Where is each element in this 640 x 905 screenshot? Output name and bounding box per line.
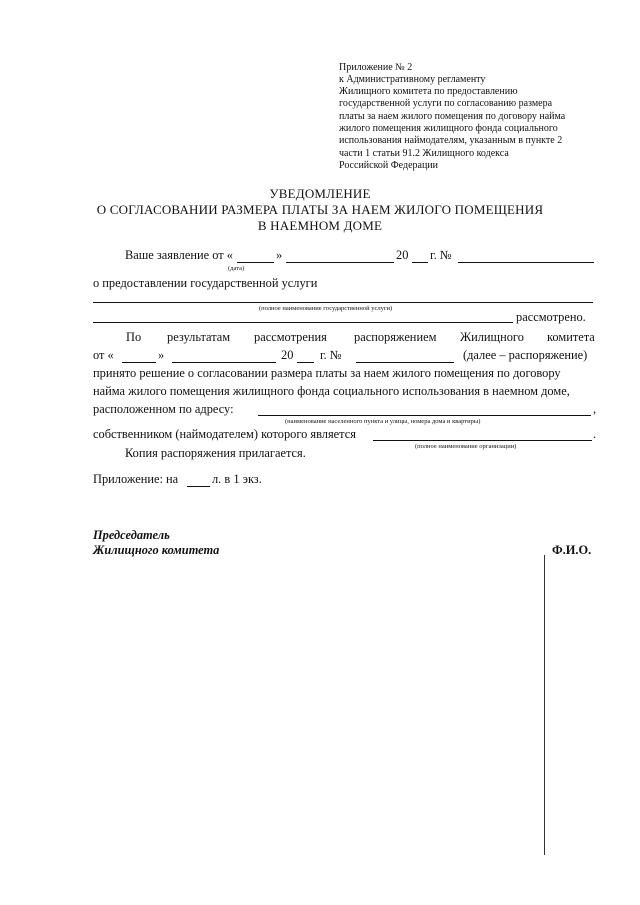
copy-attached: Копия распоряжения прилагается. <box>125 446 306 460</box>
order-year-field[interactable] <box>297 362 314 363</box>
address-field[interactable] <box>258 415 591 416</box>
appendix-line: жилого помещения жилищного фонда социального <box>339 123 558 134</box>
result-word: комитета <box>547 330 595 344</box>
service-name-field[interactable] <box>93 302 593 303</box>
appendix-line: Приложение № 2 <box>339 62 413 73</box>
appendix-line: к Административному регламенту <box>339 74 486 85</box>
year-field[interactable] <box>412 262 428 263</box>
date-caption: (дата) <box>228 265 245 272</box>
date-month-field[interactable] <box>286 262 394 263</box>
order-month-field[interactable] <box>172 362 276 363</box>
attachment-rest: л. в 1 экз. <box>212 472 262 486</box>
comma: , <box>593 402 597 416</box>
decision-line-1: принято решение о согласовании размера платы за наем жилого помещения по договору <box>93 366 561 380</box>
hereinafter-label: (далее – распоряжение) <box>463 348 588 362</box>
appendix-line: части 1 статьи 91.2 Жилищного кодекса <box>339 148 509 159</box>
about-service-label: о предоставлении государственной услуги <box>93 276 318 290</box>
result-word: Жилищного <box>460 330 524 344</box>
owner-caption: (полное наименование организации) <box>415 443 517 450</box>
owner-label: собственником (наймодателем) которого является <box>93 427 356 441</box>
date-day-field[interactable] <box>237 262 274 263</box>
doc-title-line1: УВЕДОМЛЕНИЕ <box>269 186 371 201</box>
located-label: расположенном по адресу: <box>93 402 234 416</box>
service-caption: (полное наименование государственной услуги) <box>259 305 393 312</box>
quote-close-2: » <box>158 348 165 362</box>
address-caption: (наименование населенного пункта и улицы, номера дома и квартиры) <box>285 418 481 425</box>
signature-role-1: Председатель <box>93 528 170 542</box>
appendix-line: Российской Федерации <box>339 160 439 171</box>
order-year-prefix: 20 <box>281 348 294 362</box>
order-number-field[interactable] <box>356 362 454 363</box>
service-name-field-2[interactable] <box>93 322 513 323</box>
application-from-label: Ваше заявление от « <box>125 248 233 262</box>
result-word: результатам <box>167 330 231 344</box>
result-word: рассмотрения <box>254 330 327 344</box>
year-prefix: 20 <box>396 248 409 262</box>
order-from-label: от « <box>93 348 114 362</box>
attachment-label: Приложение: на <box>93 472 179 486</box>
sheets-count-field[interactable] <box>187 486 210 487</box>
appendix-line: государственной услуги по согласованию размера <box>339 98 553 109</box>
result-word: По <box>126 330 142 344</box>
appendix-line: платы за наем жилого помещения по договору найма <box>339 111 566 122</box>
signature-fio: Ф.И.О. <box>552 543 592 557</box>
quote-close: » <box>276 248 283 262</box>
doc-title-line2: О СОГЛАСОВАНИИ РАЗМЕРА ПЛАТЫ ЗА НАЕМ ЖИЛОГО ПОМЕЩЕНИЯ <box>96 202 544 217</box>
decision-line-2: найма жилого помещения жилищного фонда социального использования в наемном доме, <box>93 384 570 398</box>
reviewed-label: рассмотрено. <box>516 310 586 324</box>
year-number-label: г. № <box>430 248 452 262</box>
order-number-label: г. № <box>320 348 342 362</box>
vertical-rule <box>544 555 545 855</box>
appendix-line: использования наймодателям, указанным в пункте 2 <box>339 135 563 146</box>
application-number-field[interactable] <box>458 262 594 263</box>
owner-field[interactable] <box>373 440 592 441</box>
signature-role-2: Жилищного комитета <box>93 543 220 557</box>
owner-dot: . <box>593 427 597 441</box>
appendix-line: Жилищного комитета по предоставлению <box>339 86 518 97</box>
order-day-field[interactable] <box>122 362 156 363</box>
result-word: распоряжением <box>354 330 437 344</box>
doc-title-line3: В НАЕМНОМ ДОМЕ <box>257 218 383 233</box>
